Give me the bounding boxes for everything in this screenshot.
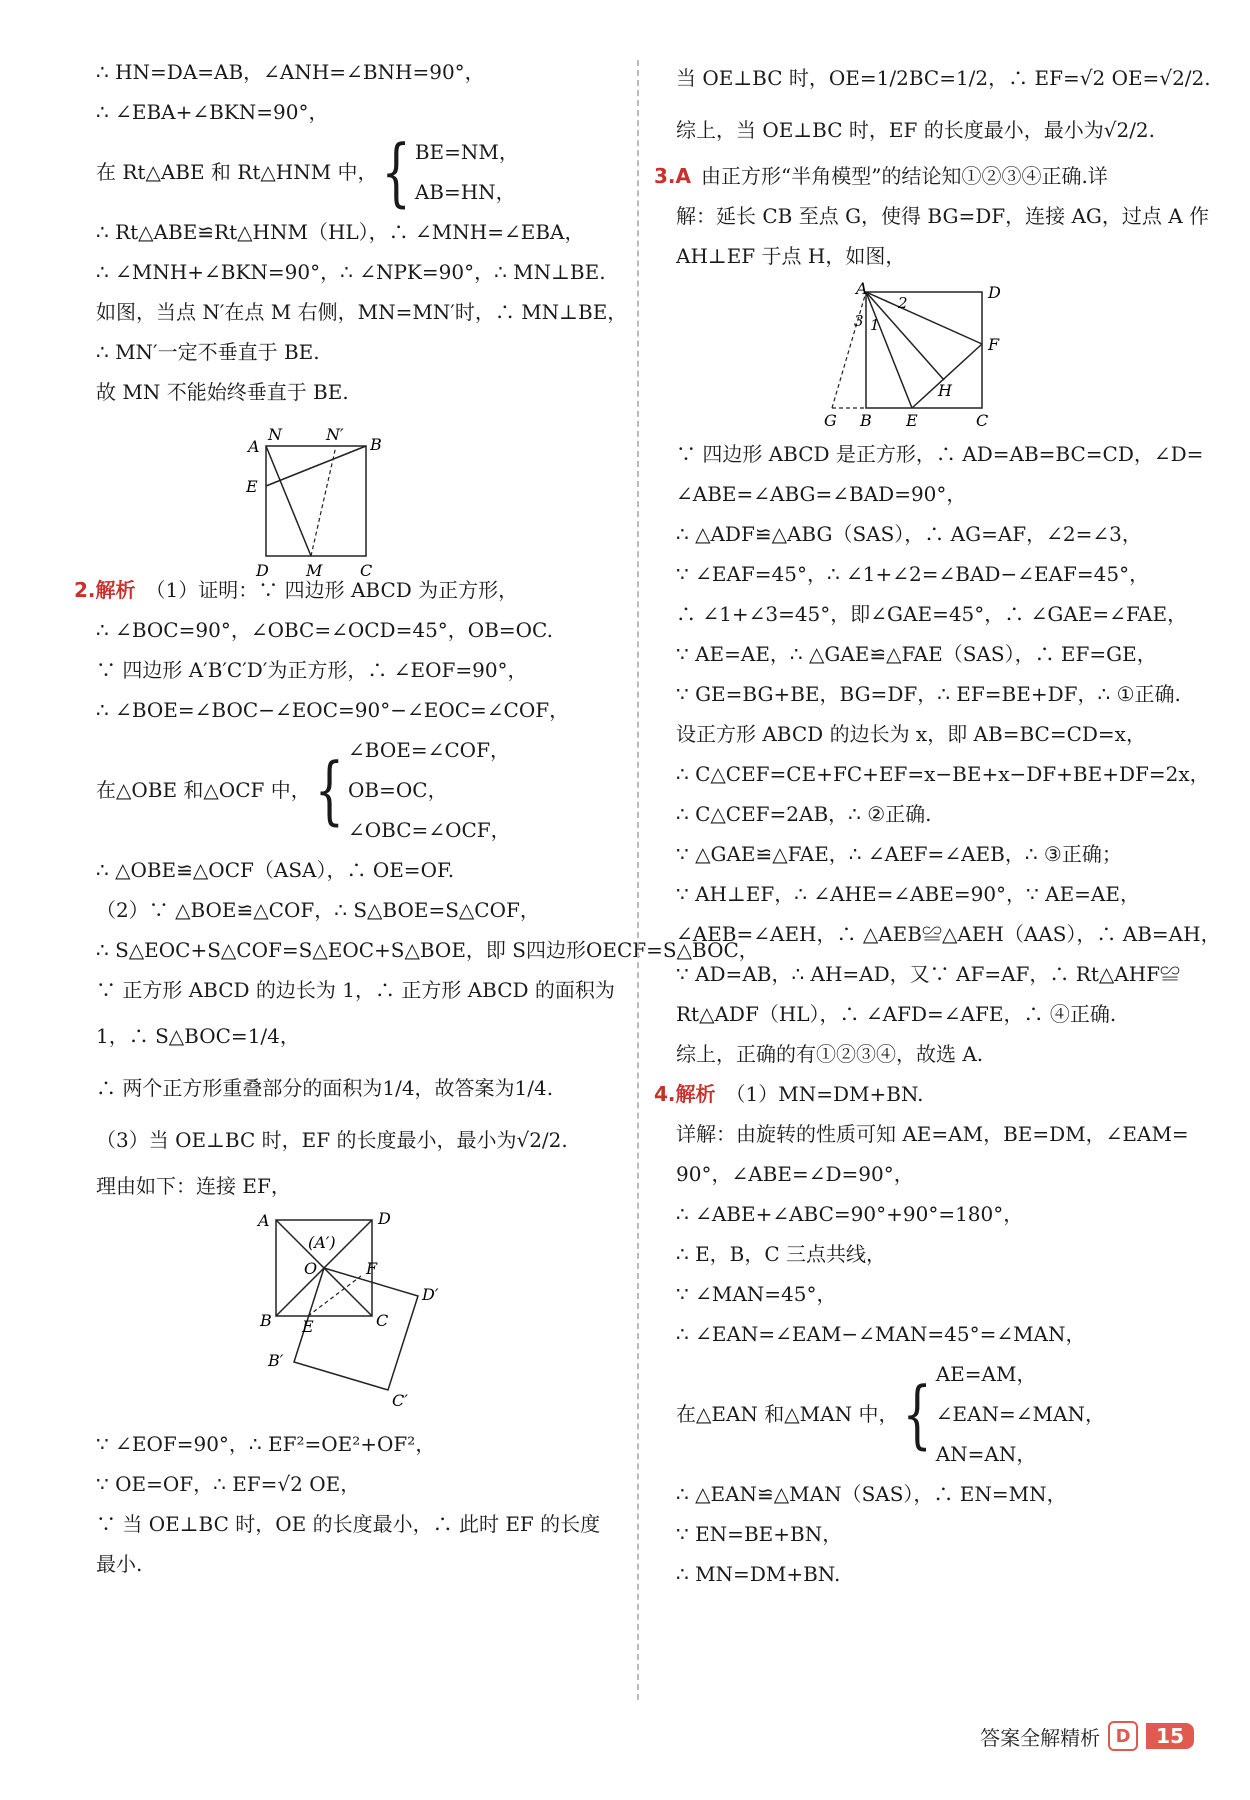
label-B-prime: B′ (268, 1351, 284, 1370)
text-line (676, 104, 1206, 156)
label-O: O (304, 1259, 318, 1278)
text-line (676, 994, 1206, 1034)
text-line (676, 1514, 1206, 1554)
line-text: ∴ ∠EAN=∠EAM−∠MAN=45°=∠MAN， (676, 1322, 1086, 1346)
text-line (676, 874, 1206, 914)
text-line (676, 434, 1206, 474)
line-text: ∴ ∠1+∠3=45°，即∠GAE=45°，∴ ∠GAE=∠FAE， (676, 602, 1188, 626)
system-intro: 在△EAN 和△MAN 中， (676, 1402, 899, 1426)
text-line (96, 1010, 626, 1062)
line-text: ∠AEB=∠AEH，∴ △AEB≌△AEH（AAS），∴ AB=AH， (676, 922, 1221, 946)
line-text: ∵ AE=AE，∴ △GAE≌△FAE（SAS），∴ EF=GE， (676, 642, 1157, 666)
text-line (96, 292, 626, 332)
label-E: E (246, 477, 258, 496)
text-line (676, 1474, 1206, 1514)
line-text: 如图，当点 N′在点 M 右侧，MN=MN′时，∴ MN⊥BE， (96, 300, 628, 324)
line-text: ∵ EN=BE+BN， (676, 1522, 843, 1546)
label-A: A (258, 1211, 270, 1230)
line-text: （1）MN=DM+BN. (725, 1082, 924, 1106)
line-text: ∠ABE=∠ABG=∠BAD=90°， (676, 482, 967, 506)
system-row: AE=AM， (935, 1362, 1037, 1386)
page-number: 15 (1146, 1723, 1194, 1749)
line-text: ∵ GE=BG+BE，BG=DF，∴ EF=BE+DF，∴ ①正确. (676, 682, 1181, 706)
text-line (676, 1034, 1206, 1074)
line-text: ∵ AD=AB，∴ AH=AD，又∵ AF=AF，∴ Rt△AHF≌ (676, 962, 1181, 986)
system-intro: 在△OBE 和△OCF 中， (96, 778, 311, 802)
line-text: ∵ △GAE≌△FAE，∴ ∠AEF=∠AEB，∴ ③正确； (676, 842, 1122, 866)
text-line (96, 850, 626, 890)
text-line (96, 1424, 626, 1464)
text-line (676, 554, 1206, 594)
text-line (96, 1166, 626, 1206)
line-text: AH⊥EF 于点 H，如图， (676, 244, 906, 268)
line-text: ∴ ∠BOC=90°，∠OBC=∠OCD=45°，OB=OC. (96, 618, 553, 642)
line-text: ∴ ∠MNH+∠BKN=90°，∴ ∠NPK=90°，∴ MN⊥BE. (96, 260, 606, 284)
label-D: D (988, 283, 1001, 302)
line-text: 由正方形“半角模型”的结论知①②③④正确.详 (701, 164, 1108, 188)
text-line (676, 1314, 1206, 1354)
label-M: M (306, 561, 323, 580)
text-line (96, 92, 626, 132)
line-text: ∴ 两个正方形重叠部分的面积为1/4，故答案为1/4. (96, 1076, 554, 1100)
text-line (676, 674, 1206, 714)
brace-symbol: { (902, 1370, 932, 1458)
label-N-prime: N′ (326, 425, 344, 444)
line-text: ∵ 正方形 ABCD 的边长为 1，∴ 正方形 ABCD 的面积为 (96, 978, 615, 1002)
text-line (96, 930, 759, 970)
label-B: B (370, 435, 382, 454)
line-text: ∵ OE=OF，∴ EF=√2 OE， (96, 1472, 361, 1496)
text-line (96, 1544, 626, 1584)
system-row: ∠OBC=∠OCF， (348, 818, 511, 842)
label-E: E (906, 411, 918, 430)
line-text: ∴ C△CEF=2AB，∴ ②正确. (676, 802, 932, 826)
text-line (96, 650, 626, 690)
text-line (654, 156, 1206, 196)
brace-system (96, 730, 626, 850)
brace-system (676, 1354, 1206, 1474)
line-text: ∴ △OBE≌△OCF（ASA），∴ OE=OF. (96, 858, 455, 882)
line-text: ∴ △EAN≌△MAN（SAS），∴ EN=MN， (676, 1482, 1067, 1506)
text-line (676, 514, 1206, 554)
text-line (676, 754, 1210, 794)
text-line (96, 1062, 626, 1114)
label-A-prime: (A′) (308, 1233, 336, 1252)
label-G: G (824, 411, 837, 430)
label-B: B (860, 411, 872, 430)
system-row: AN=AN， (935, 1442, 1037, 1466)
text-line (96, 372, 626, 412)
line-text: ∵ ∠EAF=45°，∴ ∠1+∠2=∠BAD−∠EAF=45°， (676, 562, 1150, 586)
right-column (654, 52, 1221, 1594)
question-number: 2.解析 (74, 578, 136, 602)
line-text: 设正方形 ABCD 的边长为 x，即 AB=BC=CD=x， (676, 722, 1146, 746)
line-text: ∵ 四边形 ABCD 是正方形，∴ AD=AB=BC=CD，∠D= (676, 442, 1204, 466)
line-text: ∴ ∠BOE=∠BOC−∠EOC=90°−∠EOC=∠COF， (96, 698, 570, 722)
text-line (676, 1234, 1206, 1274)
line-text: ∴ ∠ABE+∠ABC=90°+90°=180°， (676, 1202, 1024, 1226)
line-text: ∵ AH⊥EF，∴ ∠AHE=∠ABE=90°，∵ AE=AE， (676, 882, 1140, 906)
line-text: ∴ Rt△ABE≌Rt△HNM（HL），∴ ∠MNH=∠EBA， (96, 220, 585, 244)
text-line (676, 794, 1206, 834)
text-line (676, 1554, 1206, 1594)
text-line (96, 1464, 626, 1504)
text-line (676, 1194, 1206, 1234)
line-text: ∵ 当 OE⊥BC 时，OE 的长度最小，∴ 此时 EF 的长度 (96, 1512, 601, 1536)
text-line (96, 1114, 626, 1166)
brace-system (96, 128, 626, 216)
line-text: （2）∵ △BOE≌△COF，∴ S△BOE=S△COF， (96, 898, 540, 922)
figure-fig1 (96, 416, 626, 580)
system-row: OB=OC， (348, 778, 448, 802)
label-D-prime: D′ (422, 1285, 439, 1304)
text-line (676, 634, 1206, 674)
line-text: 理由如下：连接 EF， (96, 1174, 291, 1198)
text-line (676, 1114, 1206, 1154)
text-line (96, 332, 626, 372)
text-line (96, 212, 626, 252)
text-line (676, 474, 1206, 514)
label-A: A (248, 437, 260, 456)
label-A: A (856, 279, 868, 298)
text-line (96, 970, 626, 1010)
label-C: C (976, 411, 989, 430)
text-line (676, 834, 1206, 874)
label-C: C (360, 561, 373, 580)
text-line (676, 1274, 1206, 1314)
line-text: 综上，正确的有①②③④，故选 A. (676, 1042, 984, 1066)
system-row: ∠BOE=∠COF， (348, 738, 510, 762)
page-footer (980, 1721, 1194, 1751)
text-line (676, 954, 1206, 994)
text-line (96, 610, 626, 650)
line-text: ∴ HN=DA=AB，∠ANH=∠BNH=90°， (96, 60, 485, 84)
text-line (654, 1074, 1206, 1114)
text-line (96, 1504, 626, 1544)
text-line (676, 594, 1206, 634)
text-line (96, 252, 626, 292)
text-line (676, 52, 1211, 104)
line-text: （3）当 OE⊥BC 时，EF 的长度最小，最小为√2/2. (96, 1128, 568, 1152)
footer-badge: D (1108, 1721, 1138, 1751)
system-row: ∠EAN=∠MAN， (935, 1402, 1105, 1426)
system-intro: 在 Rt△ABE 和 Rt△HNM 中， (96, 160, 378, 184)
line-text: ∴ C△CEF=CE+FC+EF=x−BE+x−DF+BE+DF=2x， (676, 762, 1210, 786)
line-text: 详解：由旋转的性质可知 AE=AM，BE=DM，∠EAM= (676, 1122, 1189, 1146)
label-D: D (378, 1209, 391, 1228)
label-angle-2: 2 (898, 294, 908, 312)
text-line (676, 236, 1206, 276)
text-line (96, 890, 626, 930)
line-text: （1）证明：∵ 四边形 ABCD 为正方形， (145, 578, 519, 602)
line-text: 解：延长 CB 至点 G，使得 BG=DF，连接 AG，过点 A 作 (676, 204, 1210, 228)
label-angle-1: 1 (870, 316, 880, 334)
line-text: ∴ E，B，C 三点共线， (676, 1242, 887, 1266)
line-text: Rt△ADF（HL），∴ ∠AFD=∠AFE，∴ ④正确. (676, 1002, 1117, 1026)
label-F: F (366, 1259, 378, 1278)
text-line (74, 570, 626, 610)
line-text: 综上，当 OE⊥BC 时，EF 的长度最小，最小为√2/2. (676, 118, 1156, 142)
figure-fig2 (96, 1210, 626, 1420)
line-text: ∵ ∠MAN=45°， (676, 1282, 837, 1306)
text-line (676, 714, 1206, 754)
text-line (96, 52, 626, 92)
line-text: 故 MN 不能始终垂直于 BE. (96, 380, 349, 404)
label-H: H (938, 381, 952, 400)
system-row: AB=HN， (414, 180, 516, 204)
line-text: ∴ MN=DM+BN. (676, 1562, 841, 1586)
line-text: ∵ 四边形 A′B′C′D′为正方形，∴ ∠EOF=90°， (96, 658, 528, 682)
text-line (676, 1154, 1206, 1194)
system-row: BE=NM， (414, 140, 519, 164)
question-number: 3.A (654, 164, 691, 188)
label-B: B (260, 1311, 272, 1330)
label-E: E (302, 1317, 314, 1336)
line-text: ∴ MN′一定不垂直于 BE. (96, 340, 320, 364)
question-number: 4.解析 (654, 1082, 716, 1106)
text-line (96, 690, 626, 730)
column-divider (637, 60, 639, 1700)
line-text: ∴ ∠EBA+∠BKN=90°， (96, 100, 329, 124)
figure-fig3 (676, 280, 1206, 430)
label-N: N (268, 425, 282, 444)
line-text: 最小. (96, 1552, 143, 1576)
label-angle-3: 3 (854, 312, 864, 330)
label-D: D (256, 561, 269, 580)
label-F: F (988, 335, 1000, 354)
line-text: ∴ S△EOC+S△COF=S△EOC+S△BOE，即 S四边形OECF=S△BOC， (96, 938, 759, 962)
label-C-prime: C′ (392, 1391, 408, 1410)
line-text: ∴ △ADF≌△ABG（SAS），∴ AG=AF，∠2=∠3， (676, 522, 1142, 546)
line-text: 90°，∠ABE=∠D=90°， (676, 1162, 914, 1186)
brace-symbol: { (314, 746, 345, 834)
line-text: ∵ ∠EOF=90°，∴ EF²=OE²+OF²， (96, 1432, 436, 1456)
text-line (676, 914, 1221, 954)
label-C: C (376, 1311, 389, 1330)
footer-title: 答案全解精析 (980, 1725, 1101, 1750)
brace-symbol: { (381, 128, 411, 216)
line-text: 当 OE⊥BC 时，OE=1/2BC=1/2，∴ EF=√2 OE=√2/2. (676, 66, 1211, 90)
text-line (676, 196, 1210, 236)
line-text: 1，∴ S△BOC=1/4， (96, 1024, 300, 1048)
